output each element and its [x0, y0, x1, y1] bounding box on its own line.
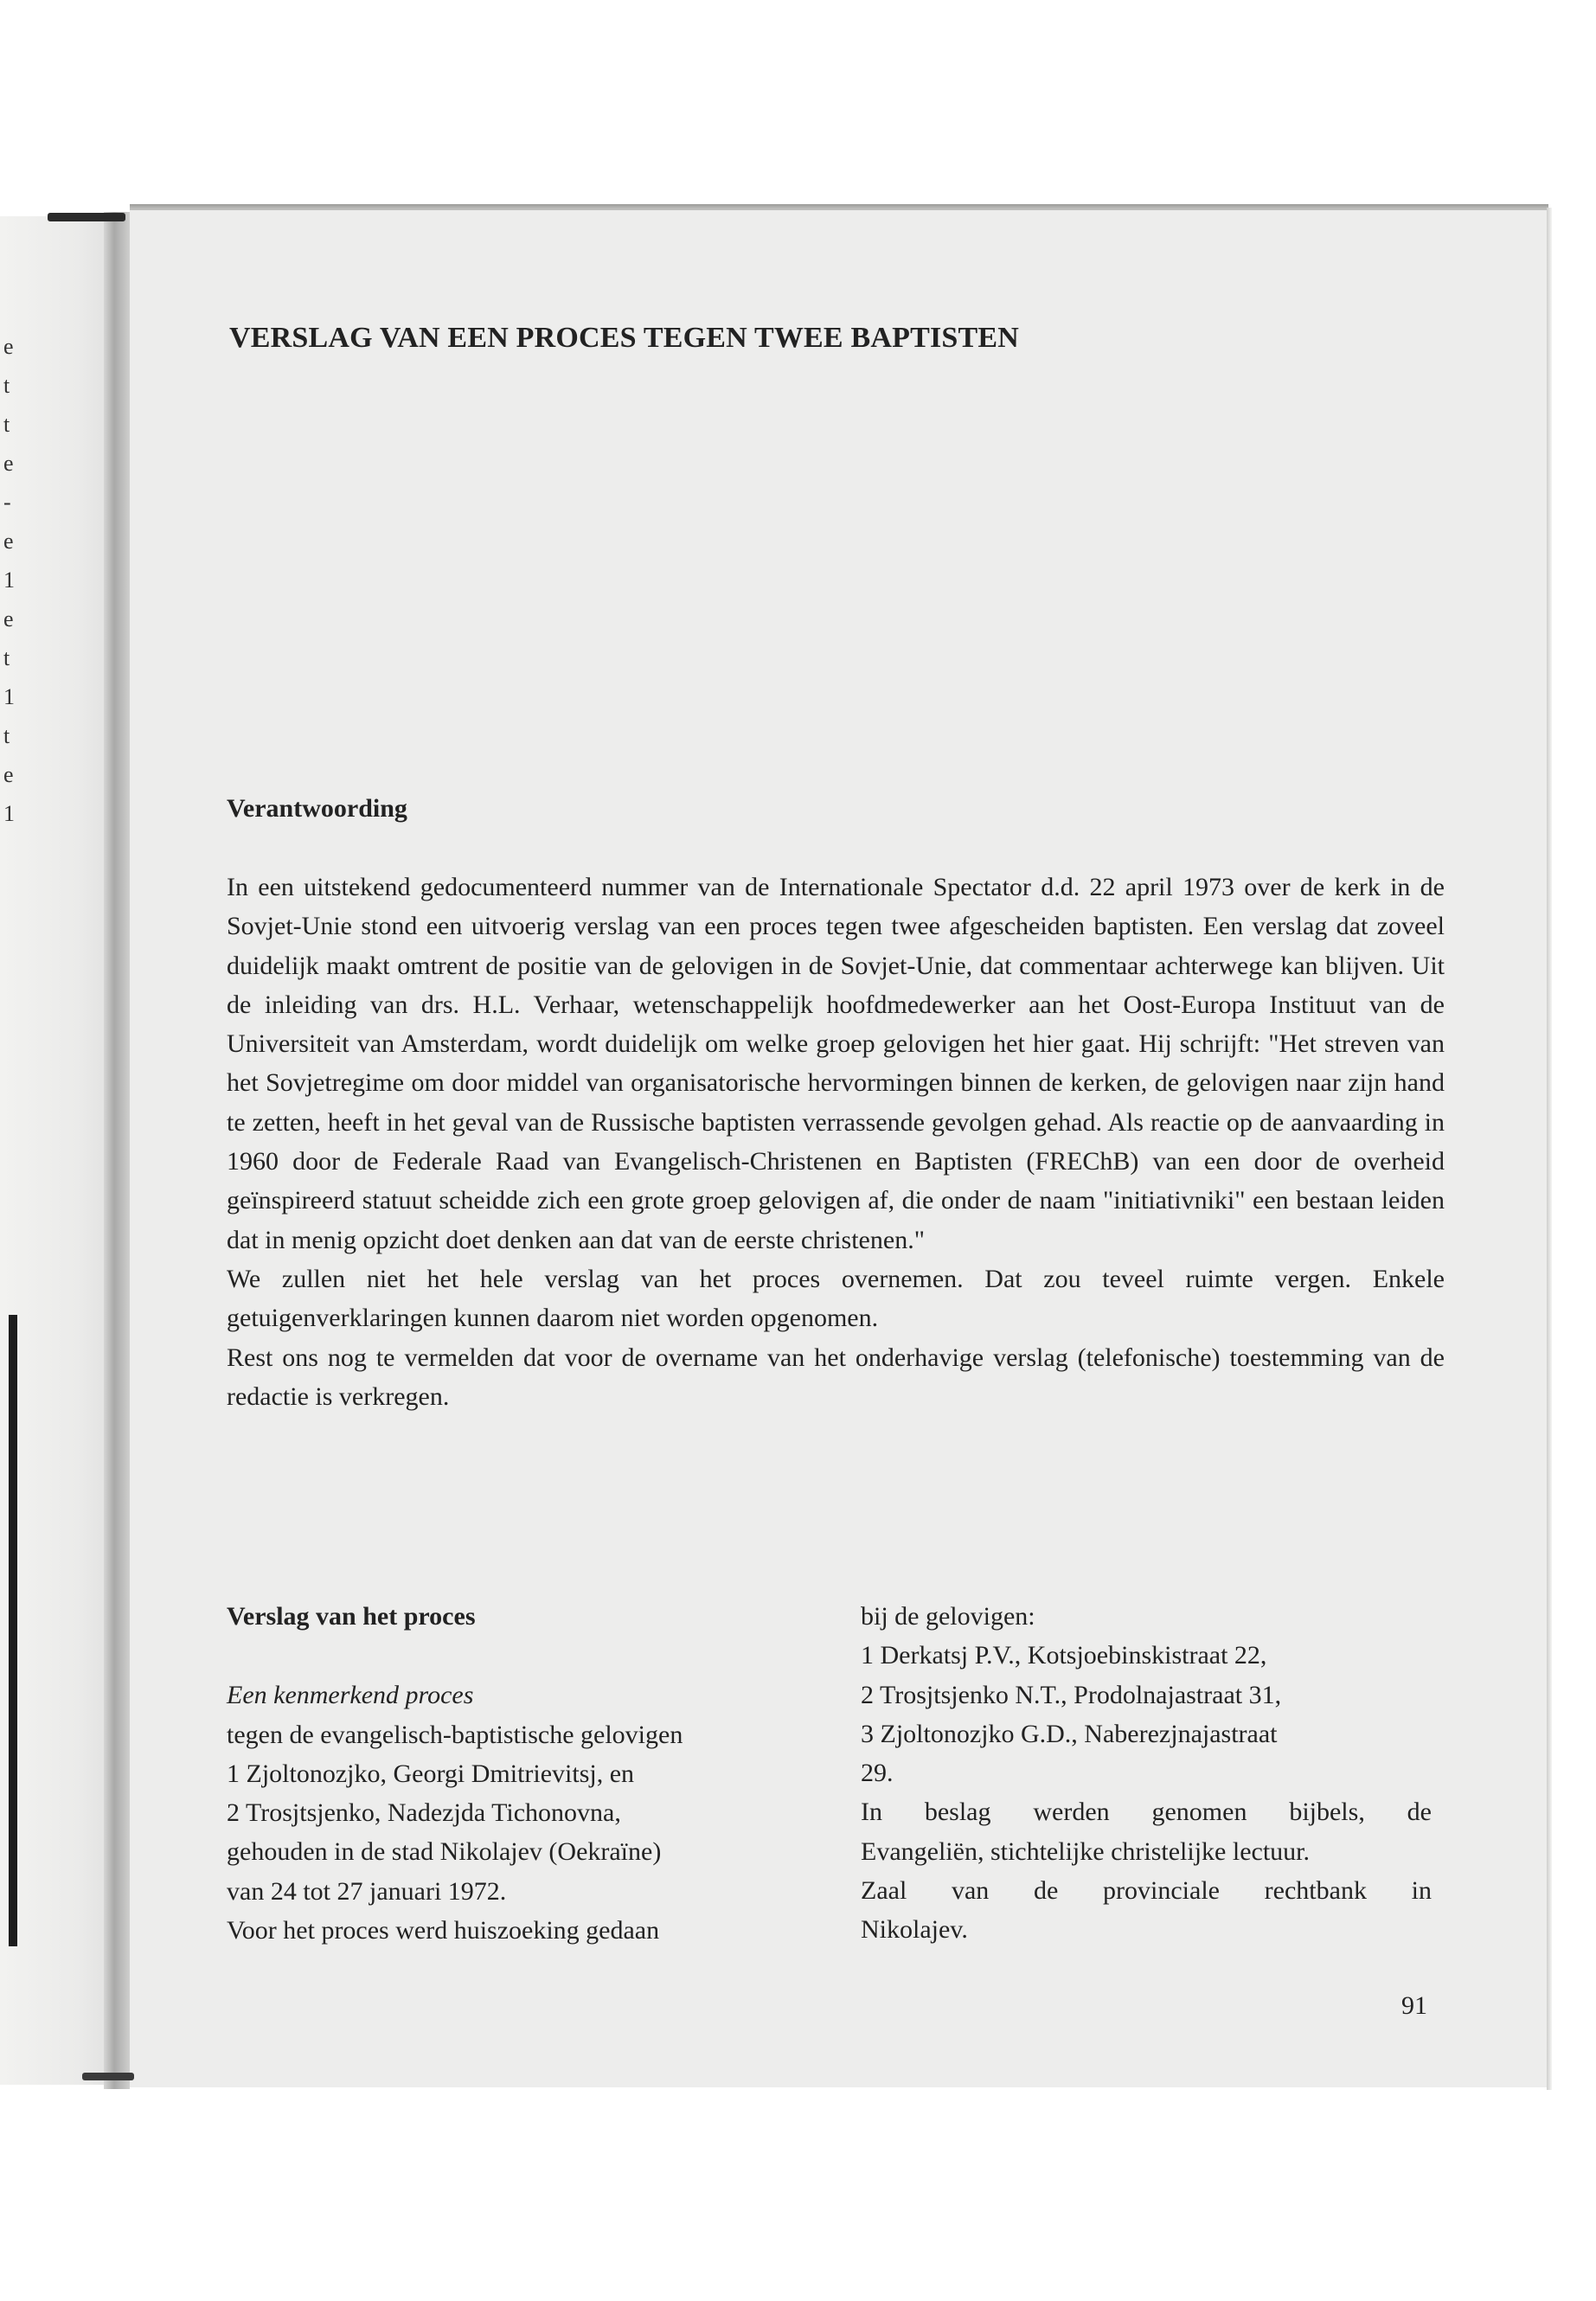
right-column — [861, 1597, 1432, 1950]
fragment: t — [3, 412, 10, 437]
column-line: 2 Trosjtsjenko, Nadezjda Tichonovna, — [227, 1798, 621, 1828]
page-number: 91 — [1401, 1991, 1427, 2020]
column-line: tegen de evangelisch-baptistische gelovigen — [227, 1720, 683, 1749]
report-heading: Verslag van het proces — [227, 1602, 476, 1631]
column-line: 1 Zjoltonozjko, Georgi Dmitrievitsj, en — [227, 1759, 635, 1788]
column-line: Zaal van de provinciale rechtbank in — [861, 1876, 1432, 1906]
column-line: van 24 tot 27 januari 1972. — [227, 1876, 507, 1906]
fragment: e — [3, 334, 14, 359]
fragment: 1 — [3, 567, 15, 593]
report-subheading: Een kenmerkend proces — [227, 1681, 474, 1710]
fragment: 1 — [3, 801, 15, 826]
column-line: gehouden in de stad Nikolajev (Oekraïne) — [227, 1837, 662, 1867]
column-line: 29. — [861, 1759, 894, 1788]
fragment: t — [3, 645, 10, 670]
fragment: e — [3, 762, 14, 787]
intro-paragraph: In een uitstekend gedocumenteerd nummer van de Internationale Spectator d.d. 22 april 1973 over de kerk in de Sovjet-Unie stond een uitvoerig verslag van een proces tegen twee afgescheiden baptisten. Een verslag dat zoveel duidelijk maakt omtrent de positie van de gelovigen in de Sovjet-Unie, dat commentaar achterwege kan blijven. Uit de inleiding van drs. H.L. Verhaar, wetenschappelijk hoofdmedewerker aan het Oost-Europa Instituut van de Universiteit van Amsterdam, wordt duidelijk om welke groep gelovigen het hier gaat. Hij schrijft: "Het streven van het Sovjetregime om door middel van organisatorische hervormingen binnen de kerken, de gelovigen naar zijn hand te zetten, heeft in het geval van de Russische baptisten verrassende gevolgen gehad. Als reactie op de aanvaarding in 1960 door de Federale Raad van Evangelisch-Christenen en Baptisten (FREChB) van een door de overheid geïnspireerd statuut scheidde zich een grote groep gelovigen af, die onder de naam "initiativniki" een bestaan leiden dat in menig opzicht doet denken aan dat van de eerste christenen." — [227, 873, 1445, 1254]
column-line: Voor het proces werd huiszoeking gedaan — [227, 1916, 660, 1945]
intro-paragraph: Rest ons nog te vermelden dat voor de overname van het onderhavige verslag (telefonische) toestemming van de redactie is verkregen. — [227, 1343, 1445, 1411]
left-column — [227, 1597, 798, 1950]
column-line: 1 Derkatsj P.V., Kotsjoebinskistraat 22, — [861, 1641, 1267, 1670]
document-title: VERSLAG VAN EEN PROCES TEGEN TWEE BAPTISTEN — [229, 322, 1020, 354]
intro-paragraph: We zullen niet het hele verslag van het proces overnemen. Dat zou teveel ruimte vergen. Enkele getuigenverklaringen kunnen daarom niet worden opgenomen. — [227, 1264, 1445, 1333]
column-line: bij de gelovigen: — [861, 1602, 1035, 1631]
fragment: 1 — [3, 684, 15, 709]
column-line: In beslag werden genomen bijbels, de — [861, 1798, 1432, 1827]
column-line: Nikolajev. — [861, 1915, 968, 1945]
intro-text — [227, 868, 1445, 1416]
section-heading: Verantwoording — [227, 794, 407, 823]
fragment: - — [3, 490, 11, 515]
column-line: Evangeliën, stichtelijke christelijke lectuur. — [861, 1836, 1310, 1866]
fragment: t — [3, 723, 10, 748]
fragment: t — [3, 373, 10, 398]
fragment: e — [3, 451, 14, 476]
fragment: e — [3, 529, 14, 554]
fragment: e — [3, 606, 14, 631]
column-line: 2 Trosjtsjenko N.T., Prodolnajastraat 31, — [861, 1680, 1282, 1709]
column-line: 3 Zjoltonozjko G.D., Naberezjnajastraat — [861, 1719, 1278, 1748]
